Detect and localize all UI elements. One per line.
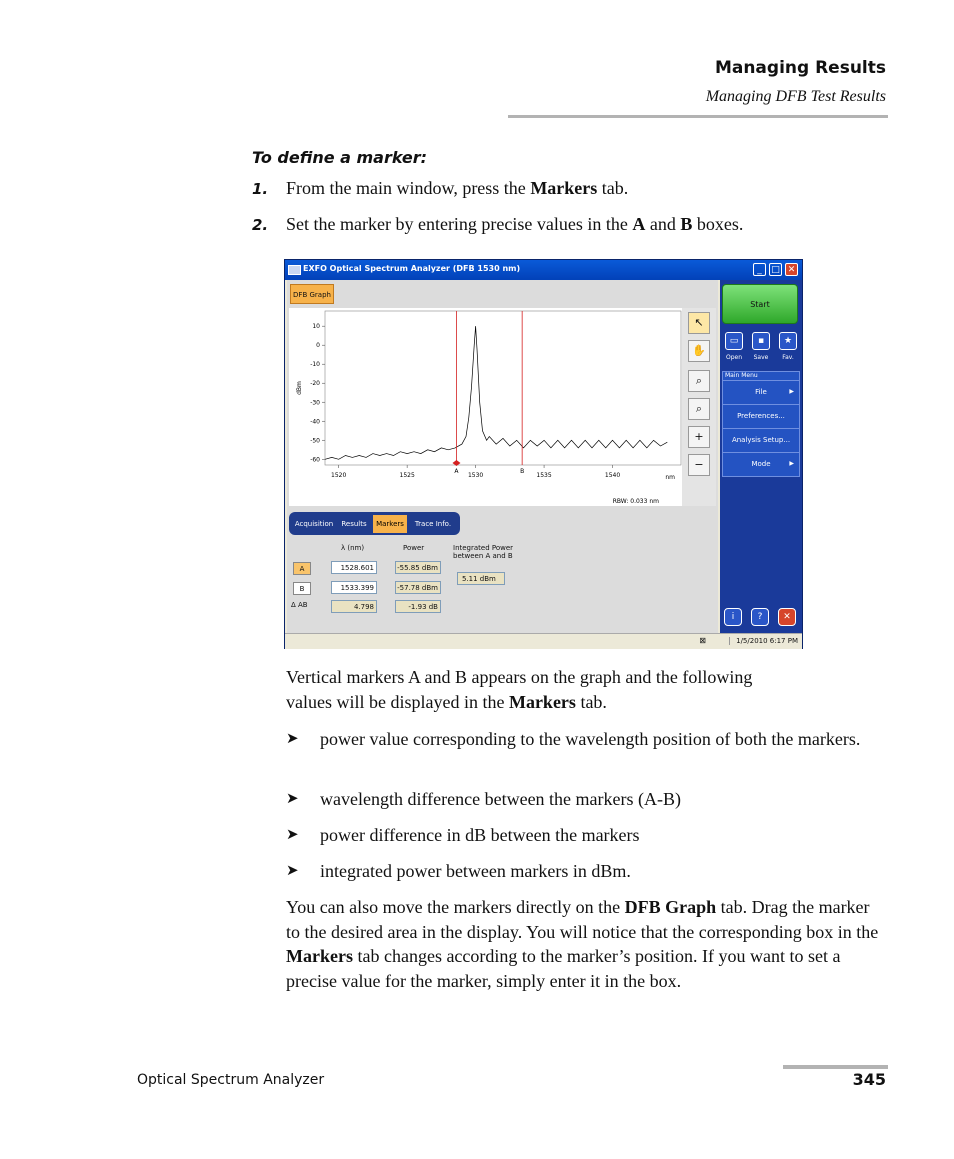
- help-icon[interactable]: ?: [751, 608, 769, 626]
- zoom-out-icon[interactable]: −: [688, 454, 710, 476]
- maximize-icon[interactable]: □: [769, 263, 782, 276]
- delta-power-field: -1.93 dB: [395, 600, 441, 613]
- marker-label-a: A: [454, 468, 459, 475]
- main-menu-title: Main Menu: [725, 372, 758, 379]
- x-tick-label: 1525: [399, 472, 415, 479]
- y-tick-label: -30: [310, 399, 320, 407]
- arrow-bullet-icon: ➤: [286, 731, 299, 747]
- step-text: Set the marker by entering precise values in the A and B boxes.: [286, 214, 744, 234]
- marker-b-button[interactable]: B: [293, 582, 311, 595]
- save-icon[interactable]: ▪: [752, 332, 770, 350]
- delta-wavelength-field: 4.798: [331, 600, 377, 613]
- list-item: ➤ integrated power between markers in dBm.: [286, 859, 886, 884]
- integrated-power-field: 5.11 dBm: [457, 572, 505, 585]
- page-number: 345: [852, 1070, 886, 1089]
- marker-a-power-field: -55.85 dBm: [395, 561, 441, 574]
- x-tick-label: 1520: [331, 472, 347, 479]
- y-tick-label: 0: [316, 342, 320, 350]
- arrow-bullet-icon: ➤: [286, 791, 299, 807]
- graph-panel: [289, 308, 716, 506]
- main-menu: [722, 371, 800, 477]
- footer-rule: [783, 1065, 888, 1069]
- exit-icon[interactable]: ✕: [778, 608, 796, 626]
- y-tick-label: -10: [310, 361, 320, 369]
- rbw-label: RBW: 0.033 nm: [612, 498, 659, 505]
- marker-label-b: B: [520, 468, 525, 475]
- chevron-right-icon: ▶: [789, 460, 794, 467]
- menu-item-preferences[interactable]: Preferences...: [723, 404, 799, 426]
- status-datetime: 1/5/2010 6:17 PM: [729, 637, 798, 645]
- pan-hand-icon[interactable]: ✋: [688, 340, 710, 362]
- zoom-reset-icon[interactable]: ⌕: [688, 398, 710, 420]
- arrow-bullet-icon: ➤: [286, 863, 299, 879]
- step-number: 1.: [252, 180, 269, 198]
- tab-dfb-graph[interactable]: DFB Graph: [290, 284, 334, 304]
- arrow-bullet-icon: ➤: [286, 827, 299, 843]
- menu-item-mode[interactable]: Mode ▶: [723, 452, 799, 474]
- bottom-tabs: [289, 512, 460, 535]
- favorite-icon[interactable]: ★: [779, 332, 797, 350]
- window-titlebar: [285, 260, 802, 280]
- spectrum-chart[interactable]: [289, 308, 684, 506]
- tab-trace-info[interactable]: Trace Info.: [414, 520, 452, 528]
- graph-tools: [682, 308, 716, 506]
- closing-paragraph: You can also move the markers directly on the DFB Graph tab. Drag the marker to the desired area in the display. You will notice that the corresponding box in the Markers tab changes according to the marker’s position. If you want to set a precise value for the marker, simply enter it in the box.: [286, 897, 879, 991]
- col-wavelength: λ (nm): [341, 544, 365, 552]
- header-rule: [508, 115, 888, 118]
- list-item: ➤ power value corresponding to the wavelength position of both the markers.: [286, 727, 886, 777]
- y-tick-label: -60: [310, 456, 320, 464]
- chevron-right-icon: ▶: [789, 388, 794, 395]
- main-content: [287, 280, 718, 633]
- x-tick-label: 1540: [604, 472, 621, 479]
- list-item: ➤ power difference in dB between the markers: [286, 823, 886, 848]
- y-tick-label: -20: [310, 380, 320, 388]
- app-icon: [288, 265, 301, 275]
- menu-item-analysis-setup[interactable]: Analysis Setup...: [723, 428, 799, 450]
- list-item: ➤ wavelength difference between the markers (A-B): [286, 787, 886, 812]
- right-panel: [720, 280, 802, 633]
- fav-label: Fav.: [782, 354, 794, 361]
- about-icon[interactable]: i: [724, 608, 742, 626]
- col-power: Power: [403, 544, 425, 552]
- y-tick-label: -40: [310, 418, 320, 426]
- step-text: From the main window, press the Markers tab.: [286, 178, 629, 198]
- save-label: Save: [753, 354, 769, 361]
- intro-paragraph: Vertical markers A and B appears on the graph and the following values will be displayed in the Markers tab.: [286, 667, 753, 712]
- marker-a-button[interactable]: A: [293, 562, 311, 575]
- y-axis-label: dBm: [296, 381, 303, 395]
- y-tick-label: -50: [310, 437, 320, 445]
- status-bar: [285, 633, 802, 649]
- marker-a-wavelength-field[interactable]: 1528.601: [331, 561, 377, 574]
- osa-window-screenshot: [284, 259, 803, 649]
- marker-b-wavelength-field[interactable]: 1533.399: [331, 581, 377, 594]
- y-tick-label: 10: [312, 323, 320, 331]
- zoom-area-icon[interactable]: ⌕: [688, 370, 710, 392]
- tab-results[interactable]: Results: [341, 520, 367, 528]
- footer-title: Optical Spectrum Analyzer: [137, 1072, 325, 1088]
- pointer-icon[interactable]: ↖: [688, 312, 710, 334]
- running-header-subtitle: Managing DFB Test Results: [705, 88, 886, 105]
- minimize-icon[interactable]: _: [753, 263, 766, 276]
- tab-acquisition[interactable]: Acquisition: [294, 520, 334, 528]
- zoom-in-icon[interactable]: +: [688, 426, 710, 448]
- step-number: 2.: [252, 216, 269, 234]
- procedure-title: To define a marker:: [252, 148, 428, 167]
- running-header-title: Managing Results: [714, 58, 886, 78]
- marker-b-power-field: -57.78 dBm: [395, 581, 441, 594]
- x-axis-unit: nm: [665, 474, 675, 481]
- open-label: Open: [725, 354, 743, 361]
- window-title: EXFO Optical Spectrum Analyzer (DFB 1530 nm): [303, 264, 521, 273]
- x-tick-label: 1535: [536, 472, 552, 479]
- x-tick-label: 1530: [467, 472, 484, 479]
- col-integrated-power: Integrated Power between A and B: [453, 544, 514, 560]
- start-button[interactable]: Start: [722, 284, 798, 324]
- open-icon[interactable]: ▭: [725, 332, 743, 350]
- tab-markers[interactable]: Markers: [373, 515, 407, 533]
- keyboard-icon: ⊠: [699, 636, 706, 645]
- menu-item-file[interactable]: File ▶: [723, 380, 799, 402]
- close-icon[interactable]: ✕: [785, 263, 798, 276]
- delta-ab-label: Δ AB: [291, 601, 308, 609]
